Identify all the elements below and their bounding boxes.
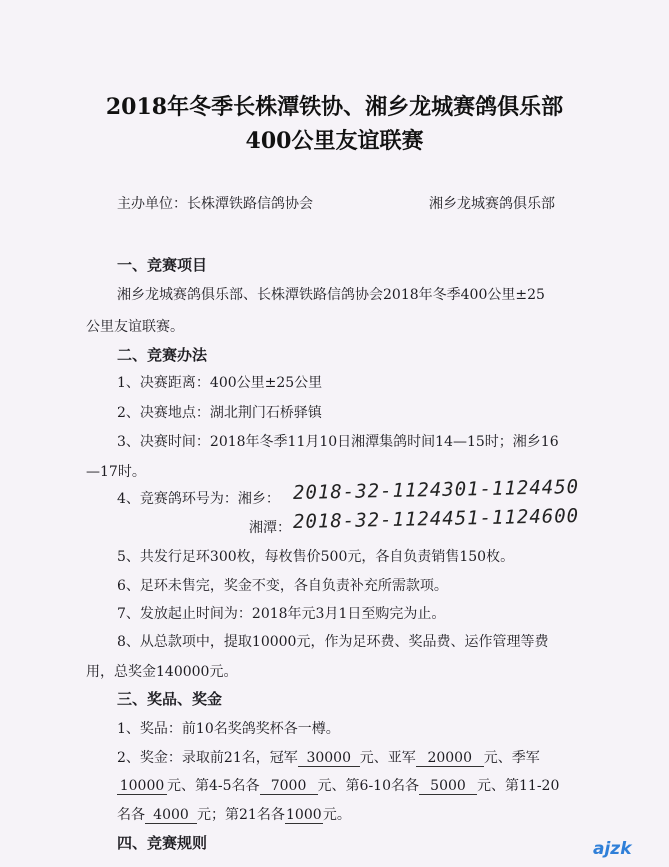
section-1-para-a: 湘乡龙城赛鸽俱乐部、长株潭铁路信鸽协会2018年冬季400公里±25 [117, 287, 545, 303]
section-2-item-8b: 用，总奖金140000元。 [86, 664, 238, 680]
handwritten-ring-range-xiangtan: 2018-32-1124451-1124600 [292, 505, 580, 533]
section-2-heading: 二、竞赛办法 [117, 346, 208, 364]
section-3-item-2-line-1 [117, 747, 540, 767]
section-2-item-1: 1、决赛距离：400公里±25公里 [117, 375, 323, 391]
prize-text-runner: 元、亚军 [359, 750, 416, 766]
watermark-logo: ajzk [593, 839, 632, 859]
prize-text-end: 元。 [322, 807, 351, 823]
prize-4-5: 7000 [260, 778, 318, 795]
section-2-item-3b: —17时。 [86, 464, 146, 480]
section-2-item-4-label-2: 湘潭： [249, 520, 291, 536]
prize-text-11-20: 元、第11-20 [477, 778, 560, 794]
runner-up-prize: 20000 [416, 750, 484, 767]
prize-text-third: 元、季军 [483, 750, 540, 766]
organizer-2: 湘乡龙城赛鸽俱乐部 [429, 196, 555, 212]
prize-text-6-10: 元、第6-10名各 [317, 778, 419, 794]
title-line-1: 2018年冬季长株潭铁协、湘乡龙城赛鸽俱乐部 [105, 94, 564, 120]
title-line-2: 400公里友谊联赛 [245, 128, 424, 154]
handwritten-ring-range-xiangxiang: 2018-32-1124301-1124450 [292, 476, 580, 504]
section-2-item-6: 6、足环未售完，奖金不变，各自负责补充所需款项。 [117, 578, 448, 594]
section-2-item-8a: 8、从总款项中，提取10000元，作为足环费、奖品费、运作管理等费 [117, 634, 549, 650]
section-3-item-2-line-2 [117, 775, 559, 795]
organizer-1: 主办单位：长株潭铁路信鸽协会 [117, 196, 313, 212]
section-2-item-4-label: 4、竞赛鸽环号为：湘乡： [117, 491, 280, 507]
section-3-heading: 三、奖品、奖金 [117, 690, 223, 708]
prize-intro: 2、奖金：录取前21名，冠军 [117, 750, 298, 766]
prize-6-10: 5000 [419, 778, 477, 795]
prize-text-ming-ge: 名各 [117, 807, 145, 823]
prize-11-20: 4000 [145, 807, 197, 824]
section-3-item-1: 1、奖品：前10名奖鸽奖杯各一樽。 [117, 721, 340, 737]
section-1-para-b: 公里友谊联赛。 [86, 319, 184, 335]
prize-text-4-5: 元、第4-5名各 [167, 778, 260, 794]
section-4-heading: 四、竞赛规则 [117, 834, 208, 852]
section-2-item-3a: 3、决赛时间：2018年冬季11月10日湘潭集鸽时间14—15时；湘乡16 [117, 434, 559, 450]
section-1-heading: 一、竞赛项目 [117, 256, 208, 274]
champion-prize: 30000 [298, 750, 360, 767]
prize-text-21: 元；第21名各 [197, 807, 285, 823]
section-2-item-2: 2、决赛地点：湖北荆门石桥驿镇 [117, 405, 322, 421]
prize-21: 1000 [286, 807, 322, 823]
section-3-item-2-line-3 [117, 804, 351, 824]
section-2-item-5: 5、共发行足环300枚，每枚售价500元，各自负责销售150枚。 [117, 549, 515, 565]
third-prize: 10000 [117, 778, 167, 795]
section-2-item-7: 7、发放起止时间为：2018年元3月1日至购完为止。 [117, 606, 446, 622]
